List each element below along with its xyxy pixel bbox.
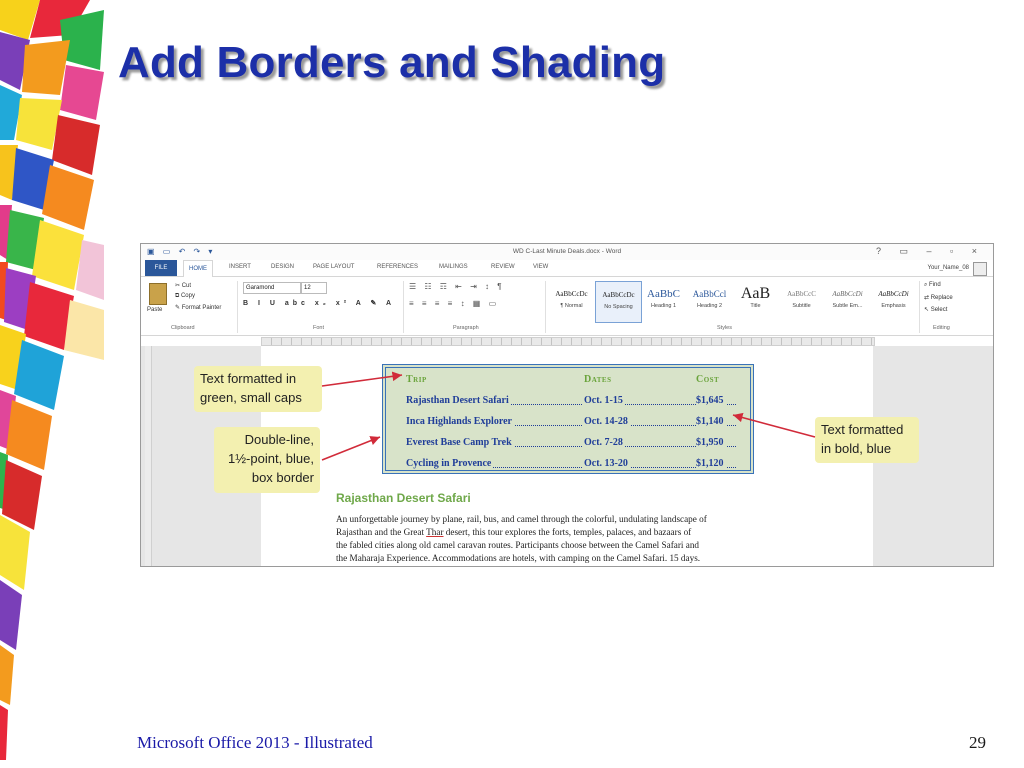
trip-name: Inca Highlands Explorer [406,416,512,427]
style-heading-2[interactable] [687,281,732,321]
format-painter-label: Format Painter [181,305,222,311]
word-titlebar [141,244,993,260]
tab-references[interactable]: REFERENCES [377,264,419,270]
table-row [406,458,736,474]
callout-line: 1½-point, blue, [227,451,314,466]
style-heading-1[interactable] [641,281,686,321]
font-format-buttons[interactable]: B I U abc x₂ x² A ✎ A [243,300,396,307]
header-trip: Trip [406,374,427,385]
style-sample: AaBbCcDc [602,291,635,299]
table-header-row [406,374,736,390]
tab-home[interactable]: HOME [183,260,213,277]
avatar[interactable] [973,262,987,276]
ribbon-home [141,277,993,336]
select-label: Select [930,307,948,313]
body-text-segment: Rajasthan and the Great [336,527,427,537]
body-text-line[interactable]: the fabled cities along old camel caravan routes. Participants choose between the Camel Safari and [336,540,700,550]
copy-button[interactable]: ⧉ Copy [175,293,195,299]
quick-access-toolbar[interactable]: ▣ ▭ ↶ ↷ ▾ [147,247,216,256]
slide-footer: Microsoft Office 2013 - Illustrated [137,733,373,752]
replace-button[interactable]: ⇄ Replace [924,295,953,301]
style-sample: AaBbC [647,288,680,300]
style-subtle-emphasis[interactable] [825,281,870,321]
trip-dates: Oct. 7-28 [584,437,623,448]
paragraph-group-label: Paragraph [453,325,479,331]
font-name-dropdown[interactable]: Garamond [243,282,301,294]
user-name[interactable]: Your_Name_08 [927,265,969,271]
trip-name: Cycling in Provence [406,458,492,469]
style-name: Title [750,303,761,309]
style-title[interactable] [733,281,778,321]
trip-name: Everest Base Camp Trek [406,437,512,448]
find-label: Find [929,282,941,288]
style-sample: AaBbCcDi [832,290,863,298]
paste-button-label[interactable]: Paste [147,307,163,313]
header-dates: Dates [584,374,612,385]
font-size-dropdown[interactable]: 12 [301,282,327,294]
style-name: Heading 1 [650,303,677,309]
select-button[interactable]: ↖ Select [924,307,948,313]
paste-icon[interactable] [149,283,167,305]
clipboard-group-label: Clipboard [171,325,195,331]
styles-group-label: Styles [717,325,732,331]
style-sample: AaBbCcDi [878,290,909,298]
trip-dates: Oct. 1-15 [584,395,623,406]
slide-page-number: 29 [969,733,986,752]
editing-group-label: Editing [933,325,950,331]
style-no-spacing[interactable] [595,281,642,323]
document-title: WD C-Last Minute Deals.docx - Word [512,248,622,255]
table-row [406,395,736,411]
ribbon-separator [237,281,238,333]
trip-cost: $1,140 [696,416,724,427]
format-painter-button[interactable]: ✎ Format Painter [175,305,222,311]
header-cost: Cost [696,374,720,385]
ruler-marks [262,338,874,345]
tab-file[interactable]: FILE [145,260,177,276]
trip-dates: Oct. 13-20 [584,458,628,469]
cut-button[interactable]: ✂ Cut [175,283,192,289]
window-controls[interactable]: ? ▭ – ▫ × [876,246,985,256]
style-sample: AaBbCcDc [555,290,588,298]
body-text-line[interactable]: An unforgettable journey by plane, rail, bus, and camel through the colorful, undulating landscape of [336,514,707,524]
callout-line: in bold, blue [821,441,892,456]
callout-line: Double-line, [244,432,314,447]
ribbon-separator [403,281,404,333]
callout-line: Text formatted in [200,371,297,386]
style-name: Heading 2 [696,303,723,309]
ribbon-tabs [141,260,993,277]
style-name: Emphasis [881,303,906,309]
list-buttons[interactable]: ☰ ☷ ☶ ⇤ ⇥ ↕ ¶ [409,282,505,291]
style-sample: AaBbCcl [692,289,727,299]
replace-label: Replace [930,295,953,301]
style-subtitle[interactable] [779,281,824,321]
ribbon-separator [545,281,546,333]
callout-line: green, small caps [200,390,302,405]
trip-name: Rajasthan Desert Safari [406,395,509,406]
style-name: No Spacing [604,304,633,310]
bordered-shaded-table[interactable] [382,364,754,474]
vertical-ruler [145,346,152,566]
horizontal-ruler[interactable] [261,337,875,346]
body-text-line[interactable] [336,527,816,537]
document-heading[interactable]: Rajasthan Desert Safari [336,491,471,505]
style-sample: AaB [740,285,771,302]
trip-dates: Oct. 14-28 [584,416,628,427]
tab-mailings[interactable]: MAILINGS [439,264,468,270]
style-name: Subtle Em... [832,303,863,309]
table-row [406,416,736,432]
alignment-buttons[interactable]: ≡ ≡ ≡ ≡ ↕ ▦ ▭ [409,299,500,308]
trip-cost: $1,950 [696,437,724,448]
body-text-line[interactable]: the Maharaja Experience. Accommodations are hotels, with camping on the Camel Safari. 15 days. [336,553,701,563]
tab-review[interactable]: REVIEW [491,264,515,270]
style-normal[interactable] [549,281,594,321]
trip-cost: $1,120 [696,458,724,469]
trip-cost: $1,645 [696,395,724,406]
callout-line: box border [251,470,314,485]
callout-green-small-caps [194,366,322,412]
slide-title: Add Borders and Shading [118,38,666,87]
style-name: ¶ Normal [560,303,583,309]
font-group-label: Font [313,325,325,331]
style-name: Subtitle [792,303,811,309]
callout-line: Text formatted [821,422,904,437]
style-sample: AaBbCcC [787,290,816,298]
tab-insert[interactable]: INSERT [229,264,251,270]
decorative-mosaic-strip [0,0,104,768]
tab-design[interactable]: DESIGN [271,264,295,270]
tab-view[interactable]: VIEW [533,264,549,270]
callout-box-border [214,427,320,493]
spelling-flag-word: Thar [426,527,444,537]
cut-label: Cut [181,283,192,289]
copy-label: Copy [180,293,195,299]
ribbon-separator [919,281,920,333]
style-emphasis[interactable] [871,281,916,321]
find-button[interactable]: ⌕ Find [924,282,941,288]
mosaic-graphic [0,0,104,768]
table-row [406,437,736,453]
tab-page-layout[interactable]: PAGE LAYOUT [313,264,355,270]
body-text-segment: desert, this tour explores the forts, temples, palaces, and bazaars of [443,527,692,537]
callout-bold-blue [815,417,919,463]
